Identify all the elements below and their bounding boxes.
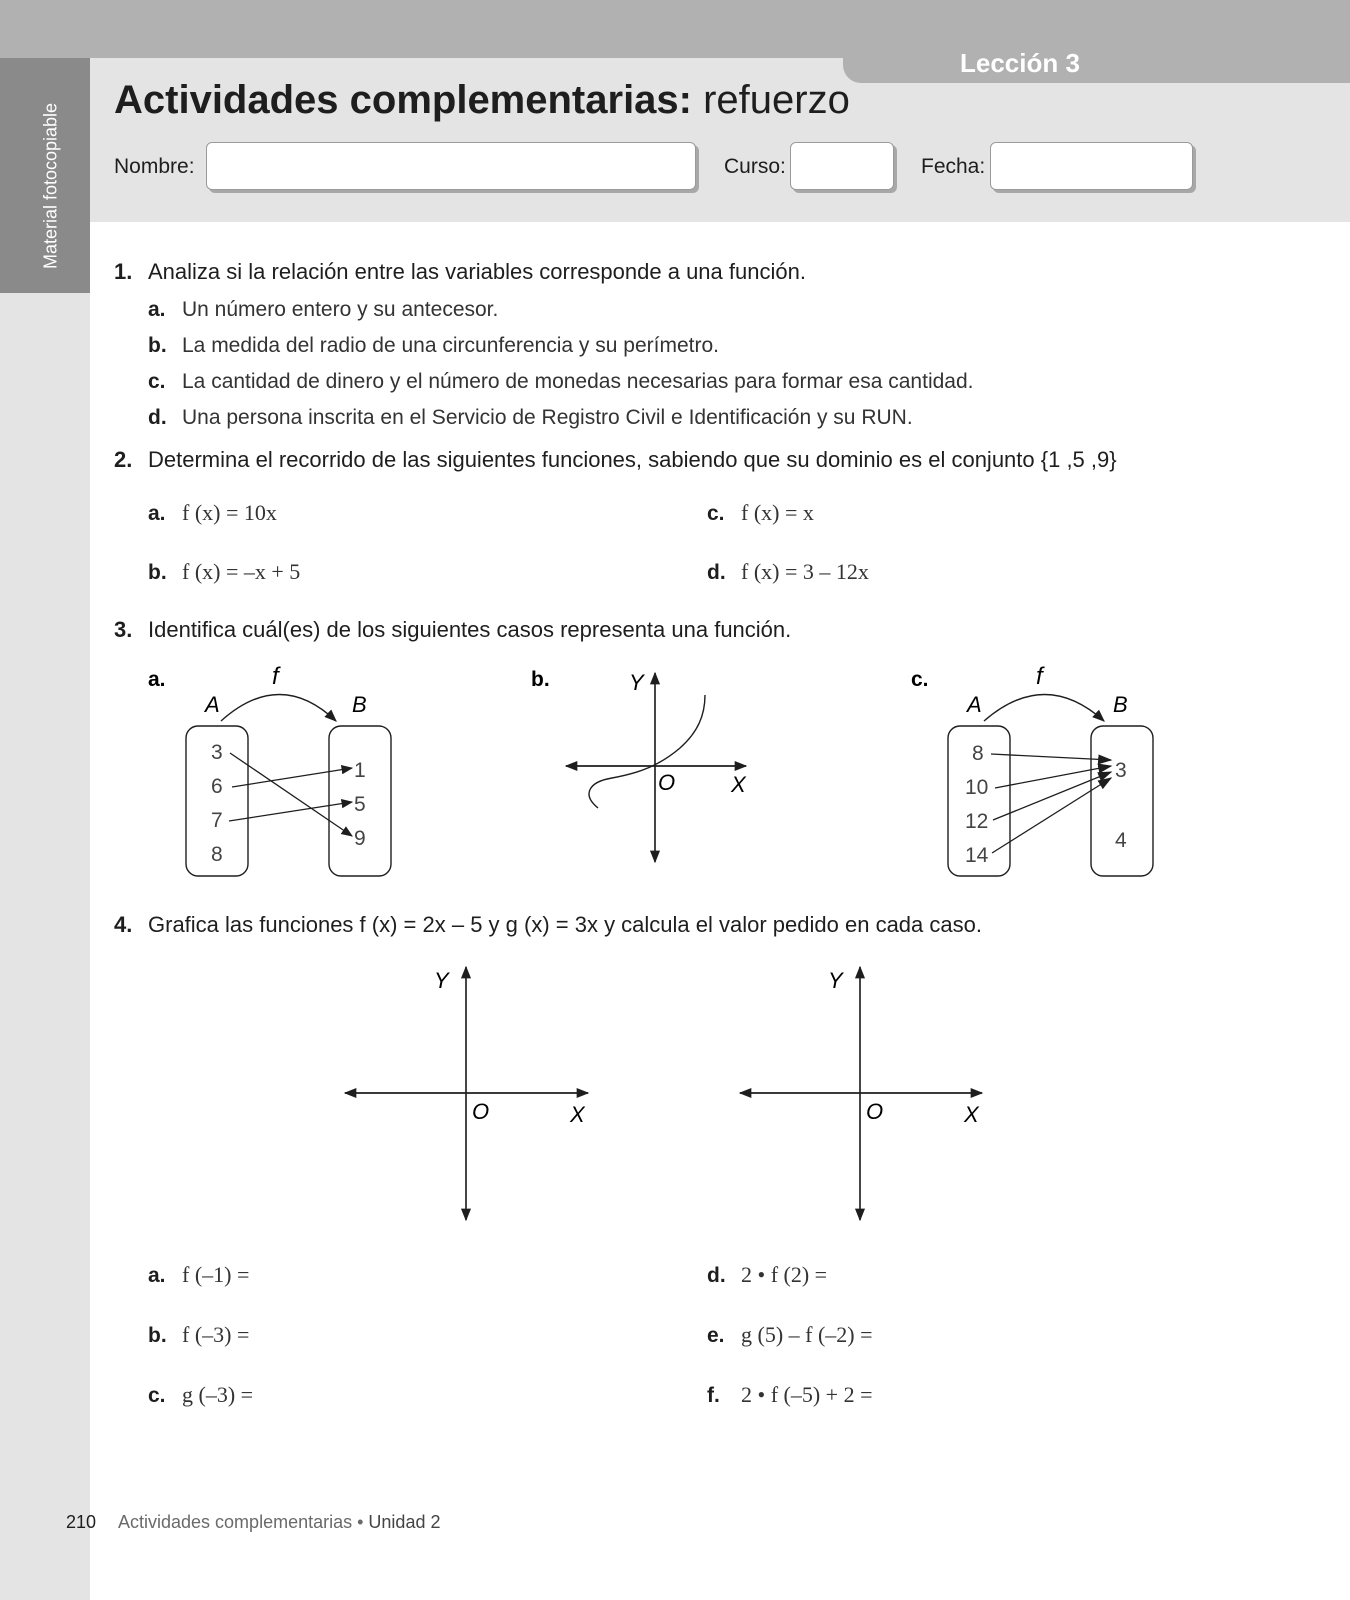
axes-1-origin: O <box>472 1099 490 1124</box>
diagram-c-domain-3: 14 <box>965 844 989 867</box>
diagram-a-arc <box>221 695 336 722</box>
q4-item-b <box>148 1322 249 1348</box>
item-letter: c. <box>148 370 166 393</box>
item-expression: f (x) = x <box>741 500 814 525</box>
item-expression: 2 • f (2) = <box>741 1262 828 1287</box>
diagram-a-domain-1: 6 <box>211 775 223 798</box>
diagram-c-mapping-8-3 <box>991 754 1111 760</box>
axes-1-y-label: Y <box>434 968 449 993</box>
date-label: Fecha: <box>921 155 986 178</box>
item-letter: f. <box>707 1384 720 1407</box>
q1-text: Analiza si la relación entre las variables corresponde a una función. <box>148 259 806 284</box>
item-letter: c. <box>707 502 725 525</box>
diagram-c-setB-box <box>1091 726 1153 876</box>
title-bold: Actividades complementarias: <box>114 78 692 122</box>
diagram-a-codomain-1: 5 <box>354 793 366 816</box>
item-expression: f (–3) = <box>182 1322 250 1347</box>
item-expression: g (–3) = <box>182 1382 254 1407</box>
name-label: Nombre: <box>114 155 195 178</box>
diagram-a-codomain-0: 1 <box>354 759 366 782</box>
diagram-a-setB: B <box>352 692 367 717</box>
q3-label-a: a. <box>148 668 166 691</box>
item-text: La cantidad de dinero y el número de monedas necesarias para formar esa cantidad. <box>182 370 974 393</box>
item-text: Un número entero y su antecesor. <box>182 298 499 321</box>
diagram-a-func: f <box>272 663 279 690</box>
course-label: Curso: <box>724 155 786 178</box>
q4-number: 4. <box>114 912 133 937</box>
item-letter: d. <box>707 561 726 584</box>
q1-number: 1. <box>114 259 133 284</box>
axes-1-x-label: X <box>570 1102 585 1127</box>
diagram-c-setB: B <box>1113 692 1128 717</box>
item-letter: e. <box>707 1324 725 1347</box>
diagram-c-domain-1: 10 <box>965 776 989 799</box>
axes-2-y-label: Y <box>828 968 843 993</box>
item-letter: a. <box>148 1264 166 1287</box>
axes-2-x-label: X <box>964 1102 979 1127</box>
diagram-a-codomain-2: 9 <box>354 827 366 850</box>
diagram-a-domain-3: 8 <box>211 843 223 866</box>
item-expression: f (x) = 3 – 12x <box>741 559 869 584</box>
graph-b-y-label: Y <box>629 670 644 695</box>
q3-label-c: c. <box>911 668 929 691</box>
footer-unit: Unidad 2 <box>368 1512 441 1532</box>
item-expression: f (–1) = <box>182 1262 250 1287</box>
diagram-a-setA: A <box>205 692 220 717</box>
q4-item-c <box>148 1382 253 1408</box>
item-letter: b. <box>148 1324 167 1347</box>
item-text: Una persona inscrita en el Servicio de Registro Civil e Identificación y su RUN. <box>182 406 913 429</box>
footer-separator: • <box>352 1512 369 1532</box>
diagram-c-arc <box>984 695 1104 722</box>
item-letter: a. <box>148 298 166 321</box>
diagram-c-func: f <box>1036 663 1043 690</box>
diagram-c-mapping-10-3 <box>995 766 1111 788</box>
page-number: 210 <box>66 1512 97 1532</box>
footer-text <box>118 1512 440 1533</box>
item-letter: a. <box>148 502 166 525</box>
q4-item-d <box>707 1262 827 1288</box>
diagram-a-domain-0: 3 <box>211 741 223 764</box>
graph-b-curve <box>589 695 705 808</box>
q3-label-b: b. <box>531 668 550 691</box>
q4-item-f <box>707 1382 873 1408</box>
item-letter: c. <box>148 1384 166 1407</box>
item-expression: g (5) – f (–2) = <box>741 1322 873 1347</box>
side-label: Material fotocopiable <box>40 102 61 270</box>
diagram-c-codomain-0: 3 <box>1115 759 1127 782</box>
item-expression: 2 • f (–5) + 2 = <box>741 1382 873 1407</box>
diagram-c-setA: A <box>967 692 982 717</box>
question-4 <box>114 912 982 938</box>
diagram-a-mapping-6-1 <box>232 768 352 787</box>
item-letter: b. <box>148 561 167 584</box>
item-letter: b. <box>148 334 167 357</box>
q4-item-e <box>707 1322 873 1348</box>
axes-2-origin: O <box>866 1099 884 1124</box>
footer-title: Actividades complementarias <box>118 1512 353 1532</box>
graph-b-origin: O <box>658 770 676 795</box>
q2-text: Determina el recorrido de las siguientes funciones, sabiendo que su dominio es el conjunto {1 ,5 ,9} <box>148 447 1117 472</box>
diagram-a-domain-2: 7 <box>211 809 223 832</box>
item-letter: d. <box>148 406 167 429</box>
q4-item-a <box>148 1262 249 1288</box>
diagram-c-domain-0: 8 <box>972 742 984 765</box>
diagram-c-codomain-1: 4 <box>1115 829 1127 852</box>
q3-number: 3. <box>114 617 133 642</box>
item-text: La medida del radio de una circunferencia y su perímetro. <box>182 334 719 357</box>
q3-text: Identifica cuál(es) de los siguientes casos representa una función. <box>148 617 792 642</box>
q2-number: 2. <box>114 447 133 472</box>
item-expression: f (x) = –x + 5 <box>182 559 301 584</box>
lesson-label: Lección 3 <box>960 48 1080 78</box>
graph-b-x-label: X <box>731 772 746 797</box>
diagram-c-domain-2: 12 <box>965 810 989 833</box>
item-letter: d. <box>707 1264 726 1287</box>
q4-text: Grafica las funciones f (x) = 2x – 5 y g (x) = 3x y calcula el valor pedido en cada caso. <box>148 912 982 937</box>
item-expression: f (x) = 10x <box>182 500 277 525</box>
title-rest: refuerzo <box>692 78 850 122</box>
